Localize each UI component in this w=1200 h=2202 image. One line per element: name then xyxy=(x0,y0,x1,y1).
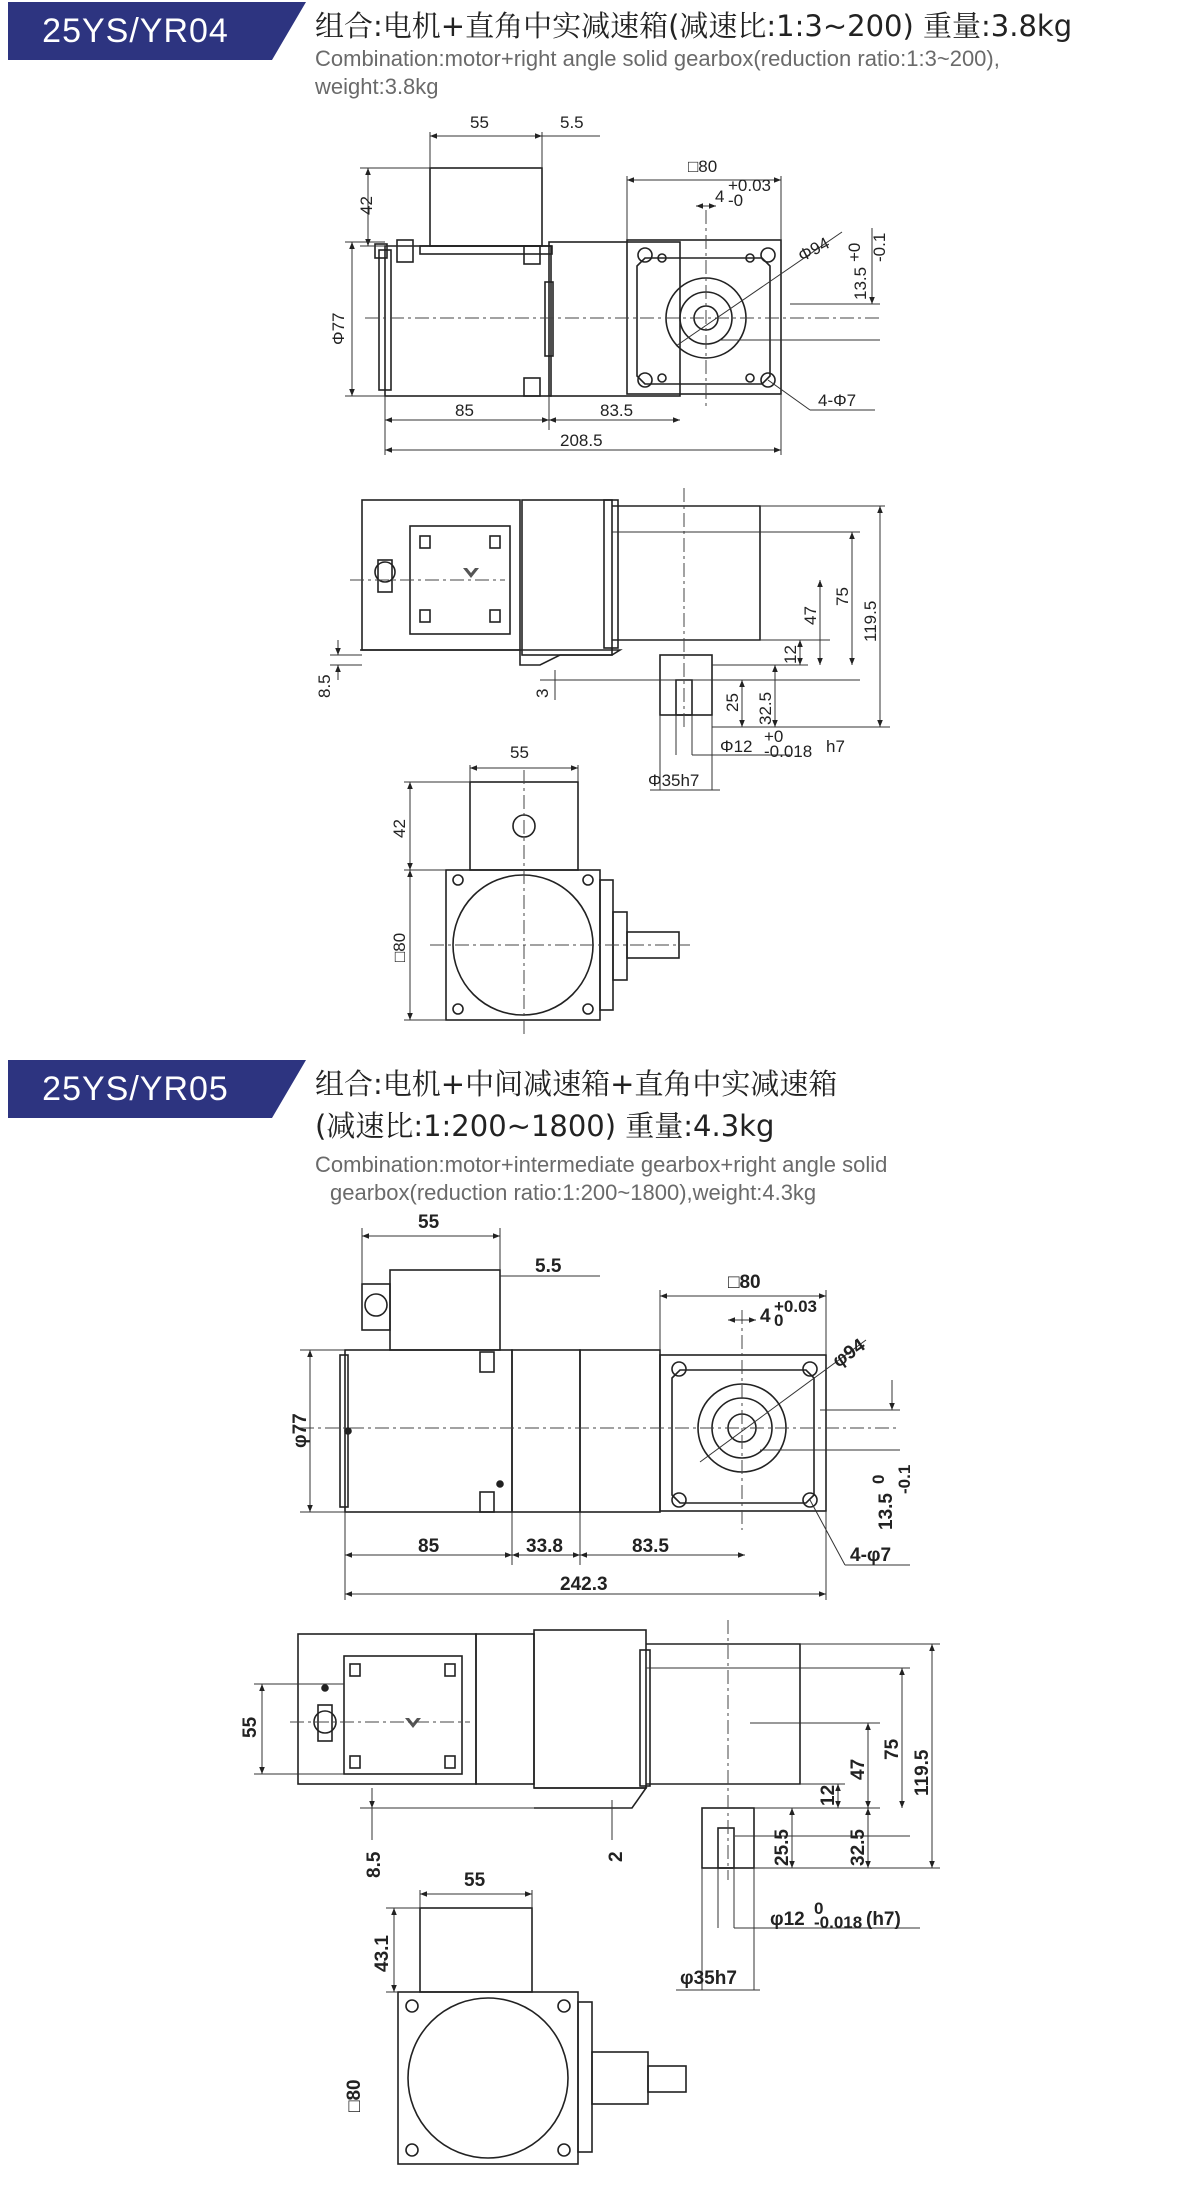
dim-83-5: 83.5 xyxy=(632,1536,669,1557)
s2-front-labels xyxy=(344,1870,486,2112)
s1-top-labels xyxy=(329,113,889,450)
view-dim-55: 55 xyxy=(510,743,529,762)
s1-top-centerlines xyxy=(365,210,880,410)
model-label-1: 25YS/YR04 xyxy=(42,12,229,50)
dim-13-5: 13.5 xyxy=(851,266,870,300)
dim-phi35h7: Φ35h7 xyxy=(648,771,700,790)
dim-8-5: 8.5 xyxy=(364,1851,385,1878)
dim-208-5: 208.5 xyxy=(560,431,603,450)
title-cn-2b: (减速比:1:200~1800) 重量:4.3kg xyxy=(315,1109,775,1143)
dim-phi77: φ77 xyxy=(290,1413,311,1448)
s2-side-centerlines xyxy=(290,1620,728,1880)
shaft-tol-hi: 0 xyxy=(814,1899,824,1918)
dim-4-phi7: 4-Φ7 xyxy=(818,391,857,410)
dim-85: 85 xyxy=(455,401,474,420)
s1-side-labels xyxy=(315,587,880,790)
dim-47: 47 xyxy=(801,606,820,625)
s1-front-centerlines xyxy=(430,770,690,1035)
dim-85: 85 xyxy=(418,1536,440,1557)
dim-242-3: 242.3 xyxy=(560,1574,608,1595)
s2-side-dims xyxy=(254,1644,940,1990)
s2-side-view xyxy=(298,1630,800,1868)
dim-4: 4 xyxy=(760,1306,771,1327)
s1-side-centerlines xyxy=(350,488,684,730)
view-dim-42: 42 xyxy=(390,819,409,838)
dim-80sq: □80 xyxy=(728,1272,761,1293)
title-cn-1: 组合:电机+直角中实减速箱(减速比:1:3~200) 重量:3.8kg xyxy=(315,9,1073,43)
title-en-1b: weight:3.8kg xyxy=(315,74,439,99)
dim-25-5: 25.5 xyxy=(772,1829,793,1866)
s1-front-labels xyxy=(390,743,529,962)
dim-4-phi7: 4-φ7 xyxy=(850,1545,892,1566)
dim-33-8: 33.8 xyxy=(526,1536,563,1557)
dim-75: 75 xyxy=(833,587,852,606)
dim-32-5: 32.5 xyxy=(848,1829,869,1866)
shaft-h7: h7 xyxy=(826,737,845,756)
s2-front-view xyxy=(398,1908,686,2164)
view-dim-80: □80 xyxy=(390,932,409,962)
s1-side-logo xyxy=(463,568,479,578)
dim-4-tol-lo: -0 xyxy=(728,191,744,210)
dim-phi94: Φ94 xyxy=(794,233,833,266)
dim-5-5: 5.5 xyxy=(535,1256,562,1277)
shaft-tol-lo: -0.018 xyxy=(814,1913,863,1932)
title-cn-2a: 组合:电机+中间减速箱+直角中实减速箱 xyxy=(315,1067,838,1101)
view-dim-55: 55 xyxy=(464,1870,486,1891)
dim-55: 55 xyxy=(470,113,489,132)
view-dim-43-1: 43.1 xyxy=(372,1935,393,1972)
dim-13-5-tol-hi: 0 xyxy=(869,1474,888,1484)
dim-13-5: 13.5 xyxy=(876,1493,897,1530)
dim-80sq: □80 xyxy=(688,157,718,176)
dim-2: 2 xyxy=(606,1851,627,1862)
shaft-h7: (h7) xyxy=(866,1909,901,1930)
shaft-tol-lo: -0.018 xyxy=(764,742,813,761)
dim-4-tol-hi: +0.03 xyxy=(774,1297,818,1316)
title-en-2a: Combination:motor+intermediate gearbox+right angle solid xyxy=(315,1152,888,1177)
dim-4-tol-lo: 0 xyxy=(774,1311,784,1330)
dim-13-5-tol-hi: +0 xyxy=(845,242,864,262)
s2-top-labels xyxy=(290,1212,914,1595)
dim-12: 12 xyxy=(781,645,800,664)
dim-25: 25 xyxy=(723,693,742,712)
dim-83-5: 83.5 xyxy=(600,401,634,420)
dim-3: 3 xyxy=(533,688,552,698)
s1-front-view xyxy=(446,782,679,1020)
model-label-2: 25YS/YR05 xyxy=(42,1070,229,1108)
dim-119-5: 119.5 xyxy=(912,1749,933,1796)
view-dim-80: □80 xyxy=(344,2079,365,2112)
title-en-1a: Combination:motor+right angle solid gearbox(reduction ratio:1:3~200), xyxy=(315,46,1000,71)
dim-47: 47 xyxy=(848,1758,869,1780)
s2-top-view xyxy=(340,1270,826,1512)
dim-5-5: 5.5 xyxy=(560,113,584,132)
s1-front-dims xyxy=(404,765,578,1020)
shaft-tol-hi: +0 xyxy=(764,727,784,746)
dim-12: 12 xyxy=(818,1784,839,1806)
dim-4: 4 xyxy=(715,187,725,206)
dim-75: 75 xyxy=(882,1738,903,1760)
dim-55: 55 xyxy=(418,1212,440,1233)
dim-phi94: φ94 xyxy=(828,1334,870,1373)
dim-phi35h7: φ35h7 xyxy=(680,1968,737,1989)
dim-119-5: 119.5 xyxy=(861,600,880,642)
s2-front-dims xyxy=(386,1890,532,1992)
dim-32-5: 32.5 xyxy=(756,691,775,725)
dim-13-5-tol-lo: -0.1 xyxy=(870,232,889,262)
shaft-dia: Φ12 xyxy=(720,737,753,756)
s2-top-dims xyxy=(300,1228,910,1600)
dim-55-side: 55 xyxy=(240,1716,261,1738)
dim-42: 42 xyxy=(357,196,376,215)
shaft-dia: φ12 xyxy=(770,1909,805,1930)
dim-phi77: Φ77 xyxy=(329,312,348,345)
dim-8-5: 8.5 xyxy=(315,674,334,698)
s2-side-logo xyxy=(405,1718,421,1728)
dim-13-5-tol-lo: -0.1 xyxy=(895,1464,914,1494)
title-en-2b: gearbox(reduction ratio:1:200~1800),weight:4.3kg xyxy=(330,1180,817,1205)
dim-4-tol-hi: +0.03 xyxy=(728,176,772,195)
